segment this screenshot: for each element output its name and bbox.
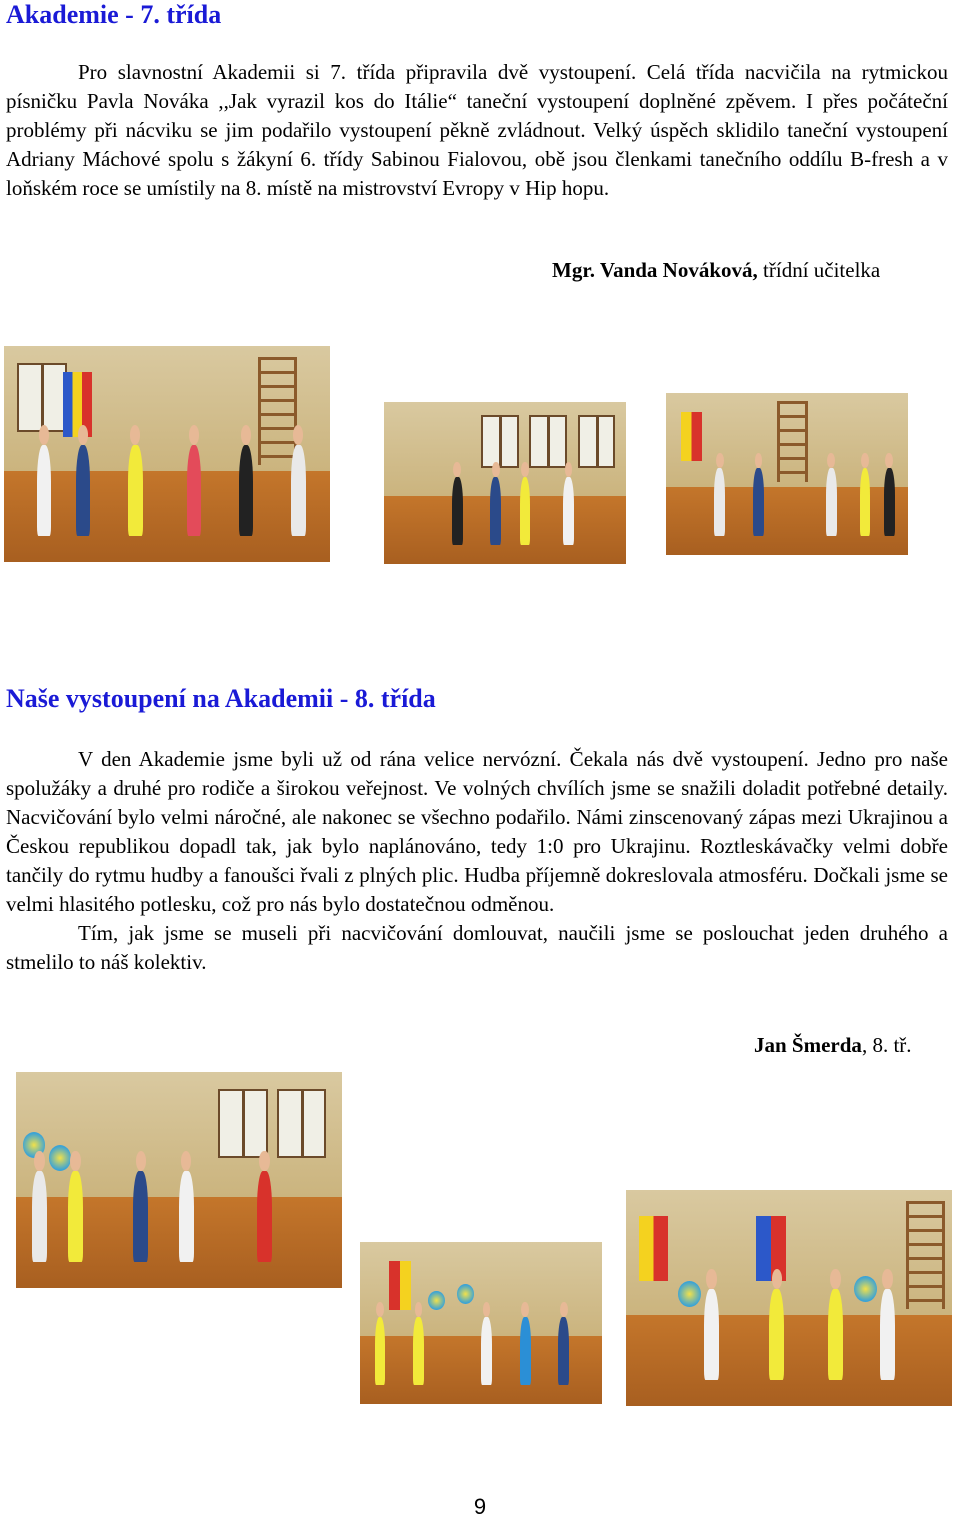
photo-8a-performance-2 <box>360 1242 602 1404</box>
section1-signature <box>552 258 880 283</box>
section2-signature-role: , 8. tř. <box>861 1033 912 1057</box>
section2-paragraph-1: V den Akademie jsme byli už od rána velice nervózní. Čekala nás dvě vystoupení. Jedno pro naše spolužáky a druhé pro rodiče a širokou veřejnost. Ve volných chvílích jsme se snažili doladit potřebné detaily. Nacvičování bylo velmi náročné, ale nakonec se všechno podařilo. Námi zinscenovaný zápas mezi Ukrajinou a Českou republikou dopadl tak, jak bylo naplánováno, tedy 1:0 pro Ukrajinu. Roztleskávačky velmi dobře tančily do rytmu hudby a fanoušci řvali z plných plic. Hudba příjemně dokreslovala atmosféru. Dočkali jsme se velmi hlasitého potlesku, což pro nás bylo dostatečnou odměnou. <box>6 747 948 916</box>
section1-signature-name: Mgr. Vanda Nováková, <box>552 258 758 282</box>
section2-paragraph-2: Tím, jak jsme se museli při nacvičování domlouvat, naučili jsme se poslouchat jeden druhého a stmelilo to náš kolektiv. <box>6 921 948 974</box>
section1-paragraph-text: Pro slavnostní Akademii si 7. třída připravila dvě vystoupení. Celá třída nacvičila na rytmickou písničku Pavla Nováka ,,Jak vyrazil kos do Itálie“ taneční vystoupení doplněné zpěvem. I přes počáteční problémy při nácviku se jim podařilo vystoupení pěkně zvládnout. Velký úspěch sklidilo taneční vystoupení Adriany Máchové spolu s žákyní 6. třídy Sabinou Fialovou, obě jsou členkami tanečního oddílu B-fresh a v loňském roce se umístily na 8. místě na mistrovství Evropy v Hip hopu. <box>6 60 948 200</box>
photo-7a-dance-3 <box>666 393 908 555</box>
photo-7a-dance-2 <box>384 402 626 564</box>
section2-signature-name: Jan Šmerda <box>754 1033 862 1057</box>
photo-7a-dance-1 <box>4 346 330 562</box>
section1-signature-role: třídní učitelka <box>757 258 881 282</box>
page-number: 9 <box>473 1494 487 1519</box>
section1-title: Akademie - 7. třída <box>6 0 222 29</box>
photo-8a-performance-3 <box>626 1190 952 1406</box>
section2-title: Naše vystoupení na Akademii - 8. třída <box>6 684 436 713</box>
section1-paragraph <box>6 58 948 203</box>
section2-signature <box>754 1033 912 1058</box>
section2-paragraphs <box>6 745 948 977</box>
photo-8a-performance-1 <box>16 1072 342 1288</box>
